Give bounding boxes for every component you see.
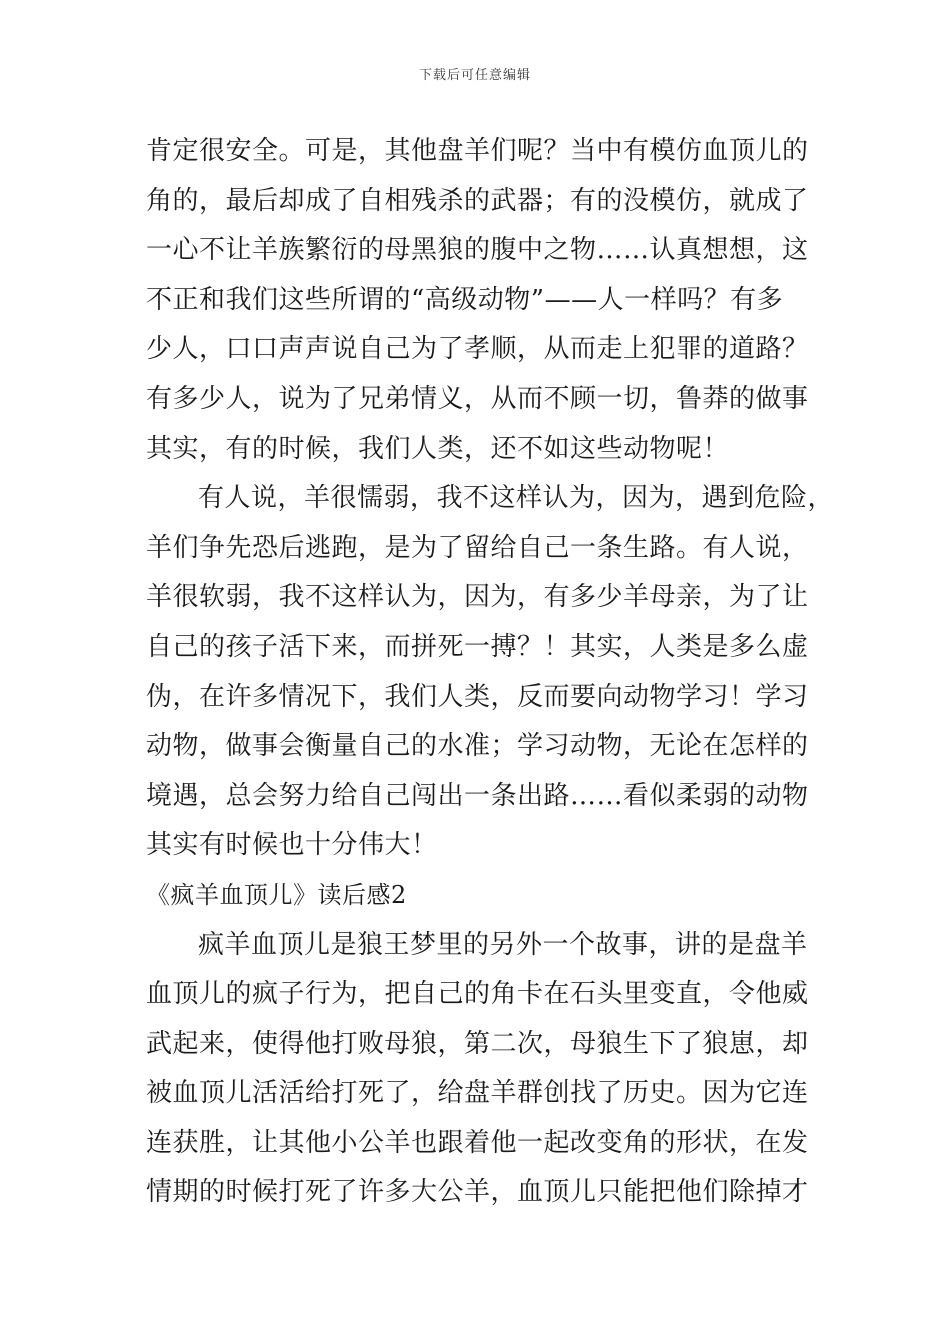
text-line: 血顶儿的疯子行为，把自己的角卡在石头里变直，令他威 <box>146 979 809 1010</box>
text-line: 其实有时候也十分伟大！ <box>146 830 438 861</box>
section-heading: 《疯羊血顶儿》读后感2 <box>146 880 407 909</box>
page-header: 下载后可任意编辑 <box>418 68 531 83</box>
paragraph-first-line: 疯羊血顶儿是狼王梦里的另外一个故事，讲的是盘羊 <box>198 929 808 960</box>
text-line: 不正和我们这些所谓的“高级动物”——人一样吗？有多 <box>146 284 784 315</box>
text-line: 自己的孩子活下来，而拼死一搏？！其实，人类是多么虚 <box>146 631 809 662</box>
text-line: 伪，在许多情况下，我们人类，反而要向动物学习！学习 <box>146 681 809 712</box>
text-line: 连获胜，让其他小公羊也跟着他一起改变角的形状，在发 <box>146 1127 809 1158</box>
text-line: 角的，最后却成了自相残杀的武器；有的没模仿，就成了 <box>146 185 809 216</box>
text-line: 羊们争先恐后逃跑，是为了留给自己一条生路。有人说， <box>146 532 809 563</box>
text-line: 情期的时候打死了许多大公羊，血顶儿只能把他们除掉才 <box>146 1177 809 1208</box>
text-line: 被血顶儿活活给打死了，给盘羊群创找了历史。因为它连 <box>146 1078 809 1109</box>
paragraph-first-line: 有人说，羊很懦弱，我不这样认为，因为，遇到危险， <box>198 483 835 514</box>
text-line: 其实，有的时候，我们人类，还不如这些动物呢！ <box>146 433 730 464</box>
document-body <box>146 127 836 1218</box>
text-line: 羊很软弱，我不这样认为，因为，有多少羊母亲，为了让 <box>146 582 809 613</box>
text-line: 境遇，总会努力给自己闯出一条出路……看似柔弱的动物 <box>146 780 809 811</box>
text-line: 肯定很安全。可是，其他盘羊们呢？当中有模仿血顶儿的 <box>146 136 809 166</box>
text-line: 少人，口口声声说自己为了孝顺，从而走上犯罪的道路？ <box>146 334 809 365</box>
text-line: 有多少人，说为了兄弟情义，从而不顾一切，鲁莽的做事 <box>146 383 809 414</box>
text-line: 动物，做事会衡量自己的水准；学习动物，无论在怎样的 <box>146 731 809 762</box>
text-line: 一心不让羊族繁衍的母黑狼的腹中之物……认真想想，这 <box>146 235 809 266</box>
text-line: 武起来，使得他打败母狼，第二次，母狼生下了狼崽，却 <box>146 1028 809 1059</box>
